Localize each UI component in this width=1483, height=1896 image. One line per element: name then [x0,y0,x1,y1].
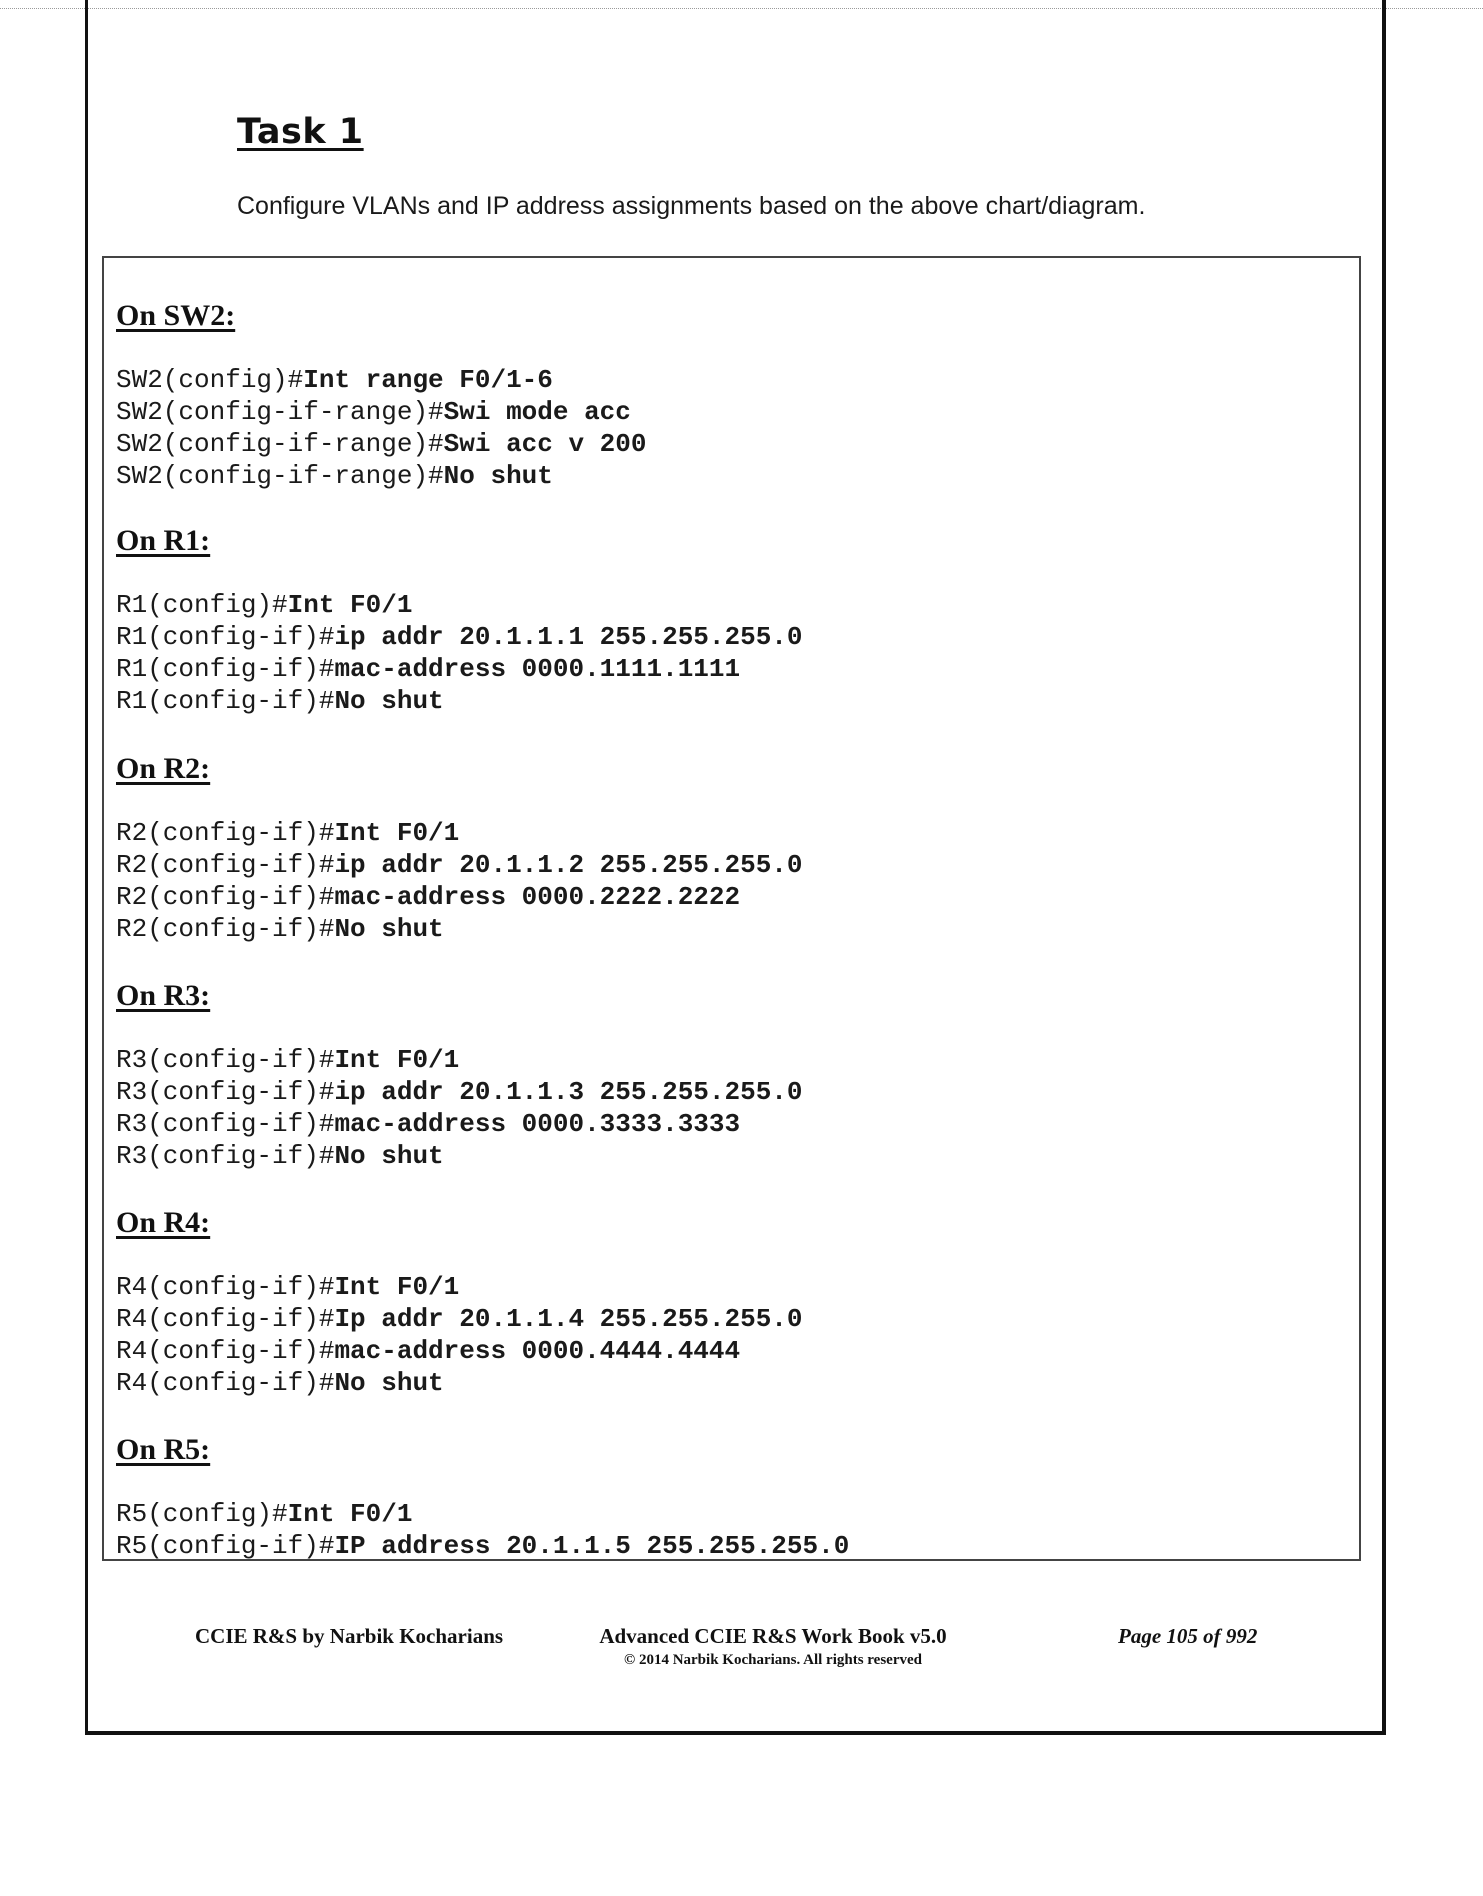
command-line [116,1303,803,1335]
cli-command: ip addr 20.1.1.3 255.255.255.0 [334,1077,803,1107]
command-line [116,460,647,492]
footer-page-number: Page 105 of 992 [1118,1624,1258,1648]
section-heading: On R4: [116,1206,211,1239]
cli-command: mac-address 0000.2222.2222 [334,882,741,912]
command-line [116,1530,849,1561]
cli-prompt: R2(config-if)# [116,914,335,944]
command-line [116,849,803,881]
section-r1 [116,521,803,717]
cli-prompt: R3(config-if)# [116,1045,335,1075]
command-list [116,589,803,717]
command-line [116,589,803,621]
cli-prompt: R3(config-if)# [116,1109,335,1139]
cli-command: Swi mode acc [443,397,631,427]
section-r5 [116,1430,849,1561]
command-list [116,817,803,945]
command-line [116,1076,803,1108]
command-line [116,364,647,396]
cli-prompt: R5(config)# [116,1499,288,1529]
cli-prompt: R5(config-if)# [116,1531,335,1561]
cli-command: ip addr 20.1.1.2 255.255.255.0 [334,850,803,880]
cli-prompt: R1(config-if)# [116,622,335,652]
cli-prompt: R2(config-if)# [116,850,335,880]
cli-command: Int F0/1 [287,590,413,620]
cli-command: No shut [334,914,444,944]
command-line [116,653,803,685]
command-line [116,1140,803,1172]
page-frame-left [85,0,88,1735]
cli-command: Swi acc v 200 [443,429,647,459]
cli-prompt: R4(config-if)# [116,1336,335,1366]
cli-command: No shut [334,686,444,716]
task-heading: Task 1 [237,112,364,152]
cli-prompt: R1(config)# [116,590,288,620]
footer-book-title: Advanced CCIE R&S Work Book v5.0 [599,1624,947,1648]
cli-prompt: R4(config-if)# [116,1368,335,1398]
command-line [116,1108,803,1140]
cli-command: mac-address 0000.4444.4444 [334,1336,741,1366]
cli-prompt: SW2(config-if-range)# [116,429,444,459]
command-line [116,913,803,945]
command-list [116,1498,849,1561]
cli-command: Int F0/1 [334,1045,460,1075]
cli-prompt: R2(config-if)# [116,882,335,912]
cli-command: Int F0/1 [334,818,460,848]
config-box [102,256,1361,1561]
command-list [116,364,647,492]
page-frame-right [1382,0,1386,1735]
footer-copyright: © 2014 Narbik Kocharians. All rights reserved [623,1652,922,1668]
command-line [116,817,803,849]
section-heading: On R2: [116,752,211,785]
command-line [116,881,803,913]
command-list [116,1271,803,1399]
section-heading: On R3: [116,979,211,1012]
section-r3 [116,976,803,1172]
command-line [116,621,803,653]
task-description: Configure VLANs and IP address assignments based on the above chart/diagram. [237,192,1146,220]
cli-prompt: R1(config-if)# [116,686,335,716]
section-sw2 [116,296,647,492]
cli-command: mac-address 0000.1111.1111 [334,654,741,684]
cli-command: No shut [334,1141,444,1171]
command-line [116,1271,803,1303]
page-frame-bottom [85,1731,1386,1735]
cli-prompt: SW2(config)# [116,365,304,395]
cli-command: ip addr 20.1.1.1 255.255.255.0 [334,622,803,652]
cli-prompt: R3(config-if)# [116,1141,335,1171]
cli-command: Ip addr 20.1.1.4 255.255.255.0 [334,1304,803,1334]
cli-prompt: SW2(config-if-range)# [116,397,444,427]
top-scan-rule [0,8,1483,9]
cli-command: mac-address 0000.3333.3333 [334,1109,741,1139]
cli-command: Int F0/1 [334,1272,460,1302]
cli-prompt: R3(config-if)# [116,1077,335,1107]
section-r4 [116,1203,803,1399]
cli-command: No shut [334,1368,444,1398]
cli-command: Int range F0/1-6 [303,365,553,395]
command-line [116,396,647,428]
command-line [116,428,647,460]
section-heading: On SW2: [116,299,236,332]
command-line [116,1044,803,1076]
command-line [116,1498,849,1530]
cli-command: IP address 20.1.1.5 255.255.255.0 [334,1531,850,1561]
section-r2 [116,749,803,945]
cli-command: No shut [443,461,553,491]
cli-prompt: R1(config-if)# [116,654,335,684]
footer-author: CCIE R&S by Narbik Kocharians [195,1624,504,1648]
command-line [116,1335,803,1367]
cli-prompt: R4(config-if)# [116,1272,335,1302]
cli-prompt: SW2(config-if-range)# [116,461,444,491]
section-heading: On R5: [116,1433,211,1466]
section-heading: On R1: [116,524,211,557]
command-list [116,1044,803,1172]
cli-prompt: R4(config-if)# [116,1304,335,1334]
command-line [116,685,803,717]
cli-command: Int F0/1 [287,1499,413,1529]
cli-prompt: R2(config-if)# [116,818,335,848]
command-line [116,1367,803,1399]
